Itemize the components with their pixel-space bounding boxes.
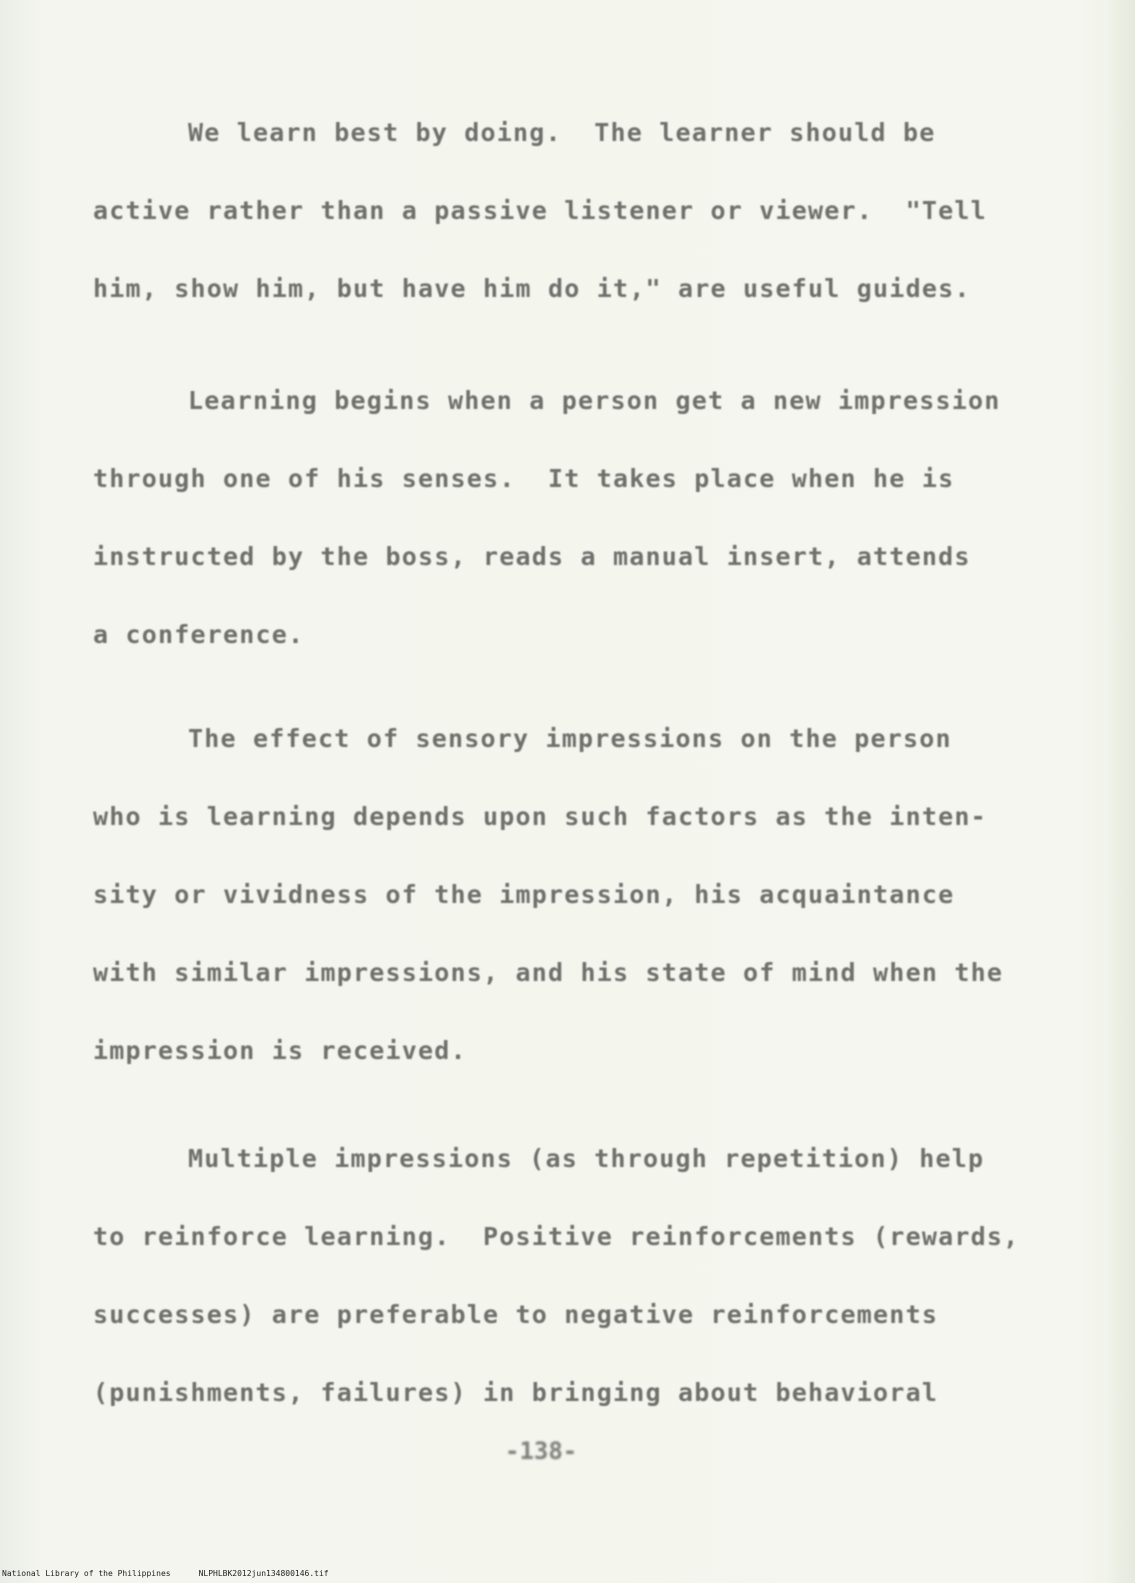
file-name: NLPHLBK2012jun134800146.tif <box>198 1569 329 1578</box>
text-line: through one of his senses. It takes place when he is <box>93 464 955 493</box>
text-line: to reinforce learning. Positive reinforcements (rewards, <box>93 1222 1020 1251</box>
page-number: -138- <box>505 1437 578 1465</box>
text-line: who is learning depends upon such factors as the inten- <box>93 802 987 831</box>
text-line: Multiple impressions (as through repetition) help <box>188 1144 985 1173</box>
text-line: active rather than a passive listener or viewer. "Tell <box>93 196 987 225</box>
library-credit: National Library of the Philippines <box>2 1569 171 1578</box>
text-line: a conference. <box>93 620 305 649</box>
text-line: sity or vividness of the impression, his acquaintance <box>93 880 955 909</box>
text-line: instructed by the boss, reads a manual insert, attends <box>93 542 971 571</box>
text-line: him, show him, but have him do it," are useful guides. <box>93 274 971 303</box>
text-line: with similar impressions, and his state of mind when the <box>93 958 1004 987</box>
text-line: The effect of sensory impressions on the person <box>188 724 952 753</box>
scan-footer <box>2 1569 357 1578</box>
text-line: impression is received. <box>93 1036 467 1065</box>
text-line: Learning begins when a person get a new impression <box>188 386 1001 415</box>
text-line: We learn best by doing. The learner should be <box>188 118 936 147</box>
text-line: successes) are preferable to negative reinforcements <box>93 1300 939 1329</box>
page-edge-shadow <box>1107 0 1135 1583</box>
text-line: (punishments, failures) in bringing about behavioral <box>93 1378 939 1407</box>
